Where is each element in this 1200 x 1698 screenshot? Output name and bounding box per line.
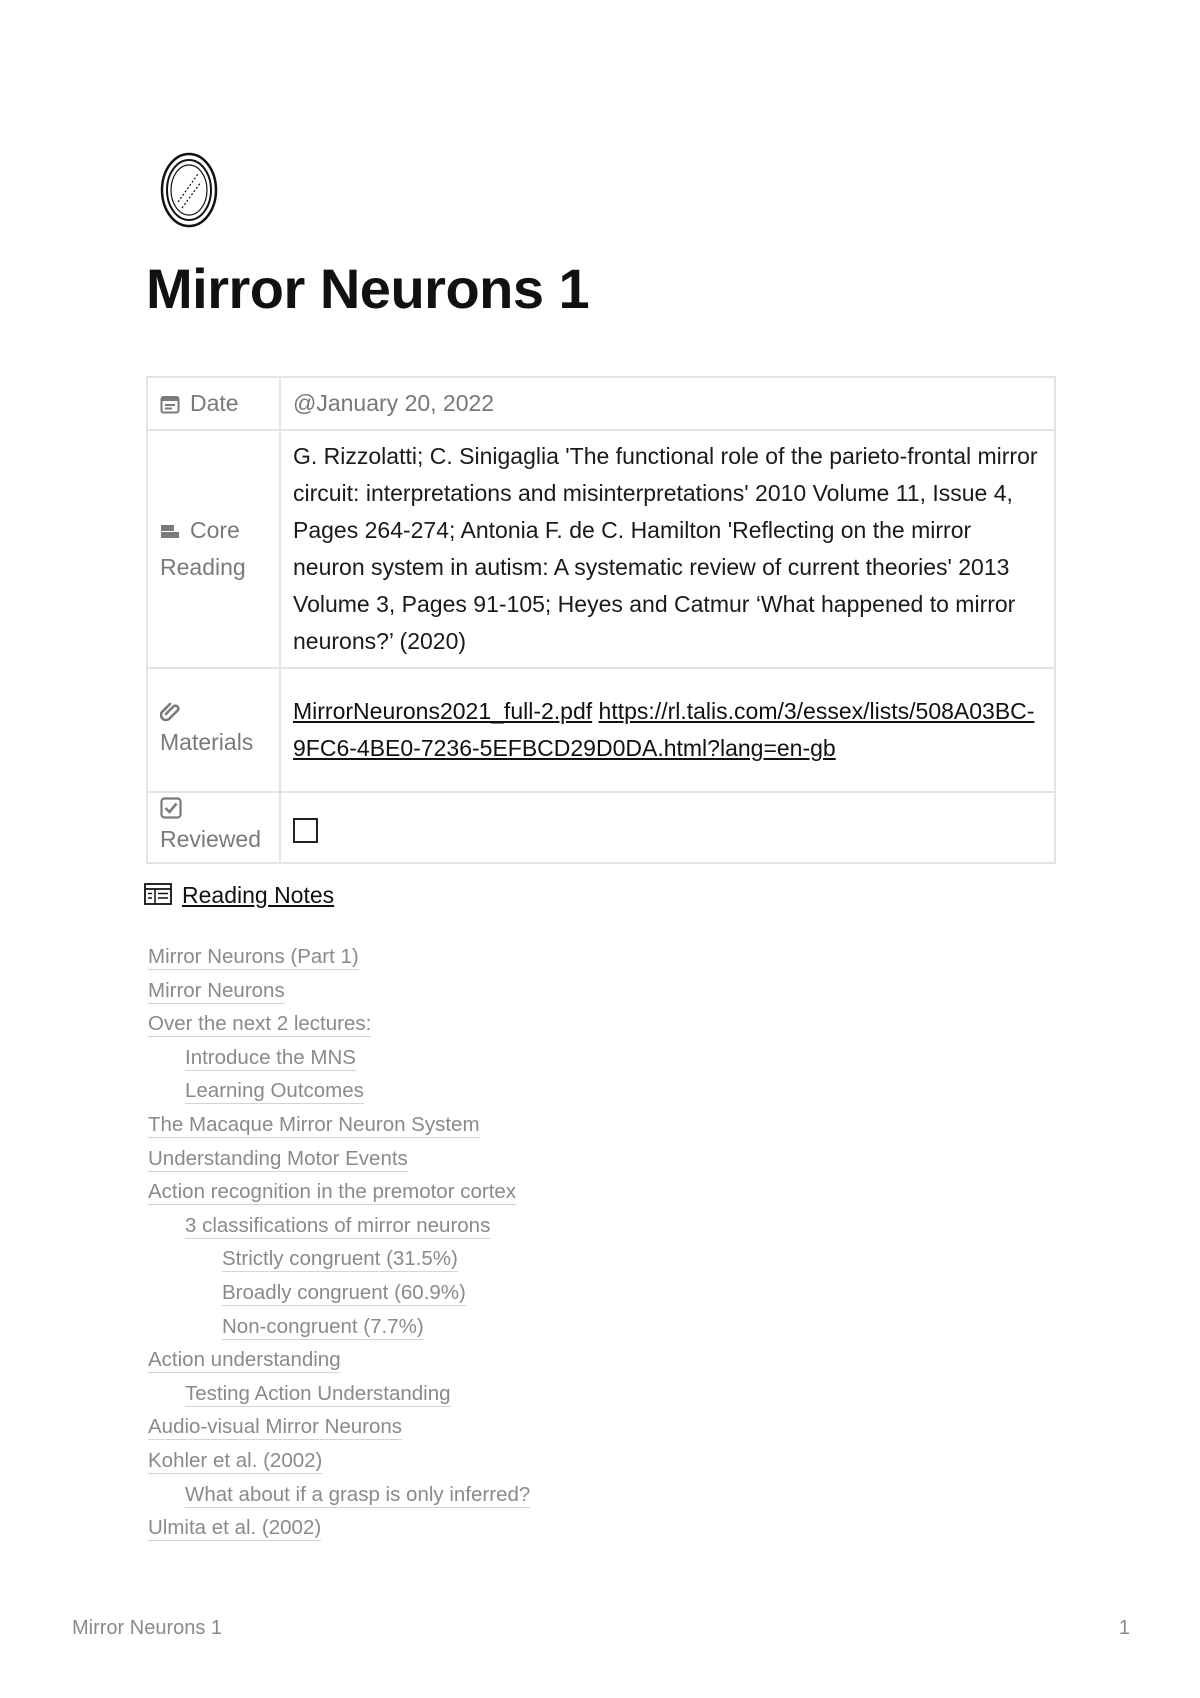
reading-notes-link[interactable] [144, 880, 334, 910]
toc-item[interactable]: Testing Action Understanding [185, 1381, 451, 1405]
mirror-icon [158, 150, 220, 230]
property-name-reviewed [147, 792, 280, 863]
reviewed-checkbox[interactable] [293, 818, 318, 843]
toc-item[interactable]: Kohler et al. (2002) [148, 1448, 323, 1472]
property-label-reviewed: Reviewed [160, 826, 261, 852]
property-row-core-reading [147, 430, 1055, 668]
toc-item[interactable]: Non-congruent (7.7%) [222, 1314, 424, 1338]
property-label-date: Date [190, 390, 239, 416]
materials-url-link[interactable]: https://rl.talis.com/3/essex/lists/508A03BC-9FC6-4BE0-7236-5EFBCD29D0DA.html?lang=en-gb [293, 698, 1035, 761]
toc-item[interactable]: The Macaque Mirror Neuron System [148, 1112, 480, 1136]
reading-notes-label[interactable]: Reading Notes [182, 882, 335, 908]
property-value-date[interactable] [280, 377, 1055, 430]
footer-title: Mirror Neurons 1 [72, 1617, 223, 1639]
property-name-date [147, 377, 280, 430]
core-reading-text[interactable]: G. Rizzolatti; C. Sinigaglia 'The functional role of the parieto-frontal mirror circuit: interpretations and misinterpretations' 2010 Volume 11, Issue 4, Pages 264-274; Antonia F. de C. Hamilton 'Reflecting on the mirror neuron system in autism: A systematic review of current theories' 2013 Volume 3, Pages 91-105; Heyes and Catmur ‘What happened to mirror neurons?’ (2020) [293, 443, 1038, 654]
toc-item[interactable]: What about if a grasp is only inferred? [185, 1482, 531, 1506]
toc-item[interactable]: Mirror Neurons (Part 1) [148, 945, 359, 968]
table-icon [144, 883, 172, 905]
toc-item[interactable]: Mirror Neurons [148, 978, 285, 1002]
property-name-core-reading [147, 430, 280, 668]
toc-item[interactable]: Learning Outcomes [185, 1079, 364, 1103]
text-icon [160, 521, 180, 541]
toc-item[interactable]: 3 classifications of mirror neurons [185, 1213, 491, 1237]
toc-item[interactable]: Broadly congruent (60.9%) [222, 1280, 466, 1304]
property-row-materials [147, 668, 1055, 792]
paperclip-icon [160, 700, 182, 722]
checkbox-property-icon [160, 797, 182, 819]
property-name-materials [147, 668, 280, 792]
toc-item[interactable]: Ulmita et al. (2002) [148, 1516, 322, 1540]
date-value[interactable]: @January 20, 2022 [293, 390, 495, 416]
property-label-materials: Materials [160, 728, 254, 755]
property-value-materials [280, 668, 1055, 792]
toc-item[interactable]: Strictly congruent (31.5%) [222, 1247, 458, 1271]
toc-item[interactable]: Introduce the MNS [185, 1045, 356, 1069]
calendar-icon [160, 394, 180, 414]
toc-item[interactable]: Action recognition in the premotor cortex [148, 1180, 517, 1204]
properties-table [146, 376, 1056, 864]
property-value-reviewed [280, 792, 1055, 863]
property-value-core-reading[interactable] [280, 430, 1055, 668]
table-of-contents [148, 940, 848, 1545]
materials-file-link[interactable]: MirrorNeurons2021_full-2.pdf [293, 698, 593, 724]
property-row-date [147, 377, 1055, 430]
property-row-reviewed [147, 792, 1055, 863]
toc-item[interactable]: Action understanding [148, 1348, 341, 1372]
page-title: Mirror Neurons 1 [146, 257, 590, 320]
toc-item[interactable]: Understanding Motor Events [148, 1146, 408, 1170]
footer-page-number: 1 [1118, 1617, 1130, 1639]
toc-item[interactable]: Audio-visual Mirror Neurons [148, 1415, 403, 1439]
property-label-core-reading: Core Reading [160, 517, 246, 580]
toc-item[interactable]: Over the next 2 lectures: [148, 1012, 372, 1036]
